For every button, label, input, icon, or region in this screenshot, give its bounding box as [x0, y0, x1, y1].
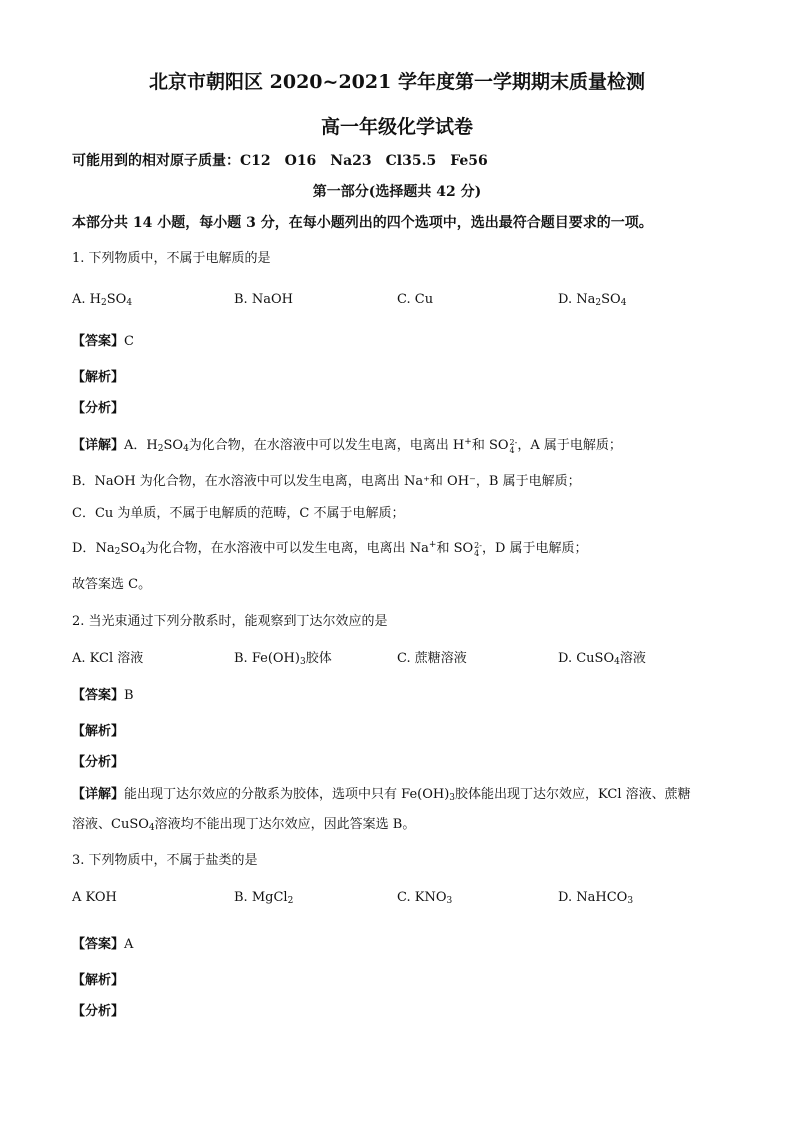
q2-answer: 【答案】B — [72, 688, 134, 703]
page-subtitle: 高一年级化学试卷 — [320, 116, 473, 138]
q1-answer: 【答案】C — [72, 334, 134, 349]
q1-detail-c: C．Cu 为单质，不属于电解质的范畴，C 不属于电解质； — [72, 506, 405, 521]
question-1-stem: 1. 下列物质中，不属于电解质的是 — [72, 251, 271, 266]
page-title: 北京市朝阳区 2020~2021 学年度第一学期期末质量检测 — [149, 71, 645, 93]
q1-detail-d: D．$Na_2SO_4$为化合物，在水溶液中可以发生电离，电离出 Na+和 SO 2- 4 ，D 属于电解质； — [72, 540, 588, 558]
q3-analysis-heading: 【解析】 — [72, 973, 125, 988]
question-3-stem: 3. 下列物质中，不属于盐类的是 — [72, 853, 258, 868]
q1-option-c: C. Cu — [397, 292, 434, 307]
q3-option-c: C. $KNO_3$ — [397, 890, 453, 906]
q1-option-a: A. $H_2SO_4$ — [72, 292, 133, 308]
atomic-masses: 可能用到的相对原子质量：C12 O16 Na23 Cl35.5 Fe56 — [72, 153, 488, 169]
q2-detail-line-1: 【详解】能出现丁达尔效应的分散系为胶体，选项中只有 $Fe(OH)_3$胶体能出现丁达尔效应，KCl 溶液、蔗糖 — [72, 787, 691, 803]
q1-conclusion: 故答案选 C。 — [72, 577, 152, 592]
q2-option-d: D. CuSO$_4$溶液 — [558, 651, 646, 667]
question-2-stem: 2. 当光束通过下列分散系时，能观察到丁达尔效应的是 — [72, 614, 388, 629]
instructions: 本部分共 14 小题，每小题 3 分，在每小题列出的四个选项中，选出最符合题目要求的一项。 — [72, 215, 653, 231]
q3-analysis: 【分析】 — [72, 1004, 125, 1019]
q2-option-a: A. KCl 溶液 — [72, 651, 144, 666]
q3-option-d: D. NaHCO$_3$ — [558, 890, 634, 906]
q1-detail-b: B．NaOH 为化合物，在水溶液中可以发生电离，电离出 Na⁺和 OH⁻，B 属于电解质； — [72, 474, 581, 489]
q1-option-d: D. $Na_2SO_4$ — [558, 292, 627, 308]
q1-analysis-heading: 【解析】 — [72, 370, 125, 385]
q1-option-b: B. NaOH — [234, 292, 293, 307]
part-title: 第一部分(选择题共 42 分) — [312, 184, 482, 200]
q1-detail-a: 【详解】A．$H_2SO_4$为化合物，在水溶液中可以发生电离，电离出 H+和 SO 2- 4 ，A 属于电解质； — [72, 437, 622, 455]
q3-option-b: B. MgCl$_2$ — [234, 890, 294, 906]
q2-detail-line-2: 溶液、CuSO$_4$溶液均不能出现丁达尔效应，因此答案选 B。 — [72, 817, 416, 833]
q2-option-b: B. $Fe(OH)_3$胶体 — [234, 651, 332, 667]
q2-option-c: C. 蔗糖溶液 — [397, 651, 467, 666]
q2-analysis: 【分析】 — [72, 755, 125, 770]
q1-analysis: 【分析】 — [72, 401, 125, 416]
q2-analysis-heading: 【解析】 — [72, 724, 125, 739]
q3-answer: 【答案】A — [72, 937, 134, 952]
q3-option-a: A KOH — [72, 890, 117, 905]
